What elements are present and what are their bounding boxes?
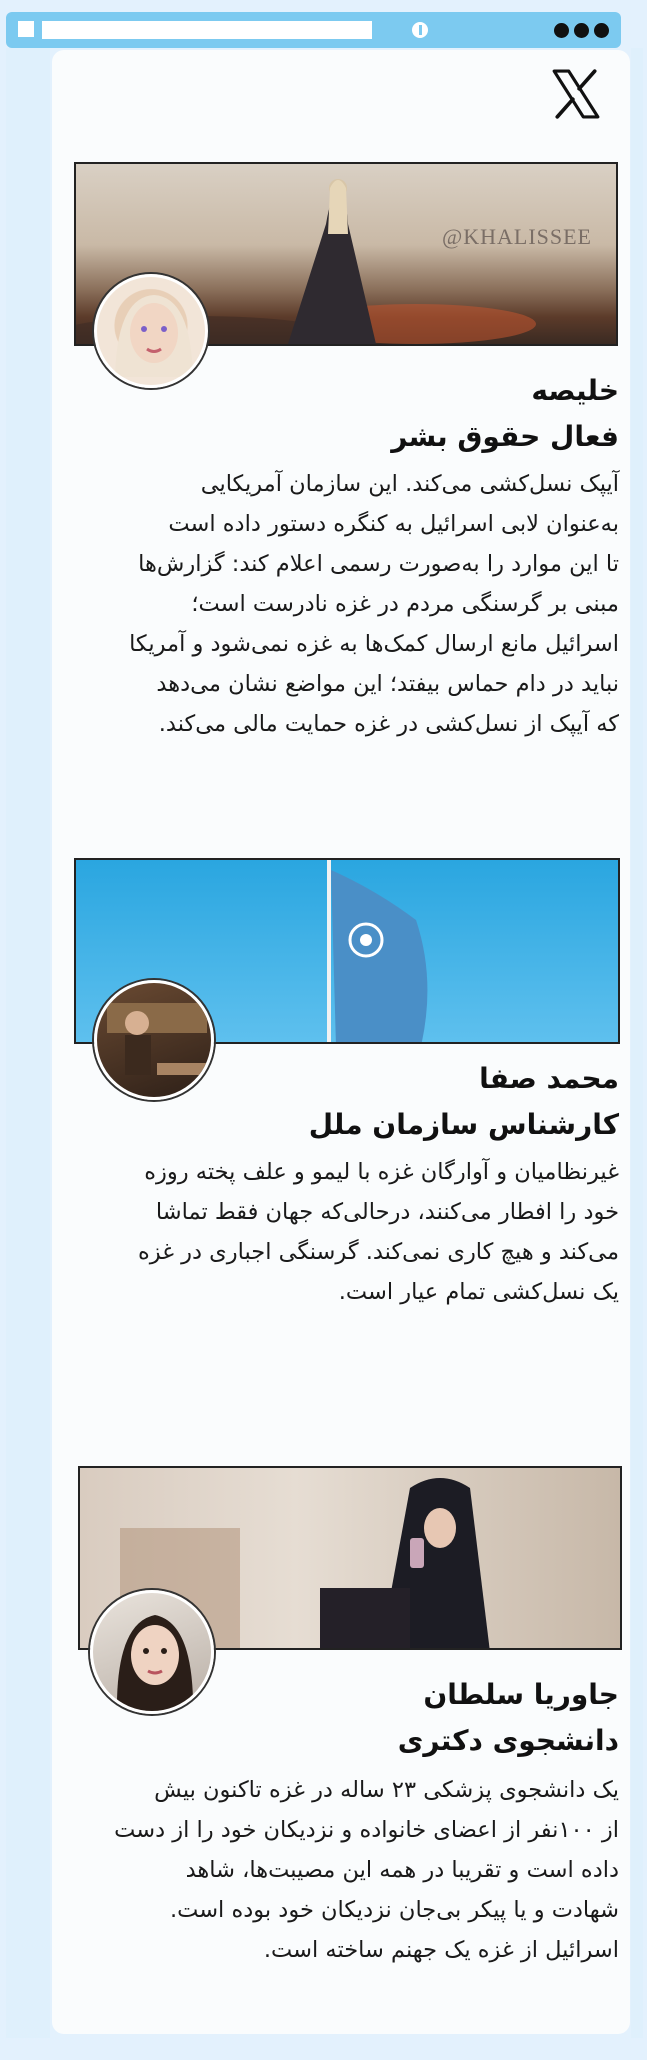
window-controls: [554, 23, 609, 38]
address-bar[interactable]: [42, 21, 372, 39]
author-name[interactable]: خلیصه: [531, 374, 619, 407]
author-role: فعال حقوق بشر: [391, 420, 619, 453]
text-line: یک نسل‌کشی تمام عیار است.: [338, 1279, 619, 1305]
author-role: کارشناس سازمان ملل: [308, 1108, 619, 1141]
window-titlebar: [6, 12, 621, 48]
window-dot-icon[interactable]: [574, 23, 589, 38]
author-name[interactable]: جاوریا سلطان: [423, 1678, 619, 1711]
x-logo-icon[interactable]: [550, 68, 602, 120]
text-line: شهادت و یا پیکر بی‌جان نزدیکان خود بوده است.: [169, 1897, 619, 1923]
author-name[interactable]: محمد صفا: [479, 1062, 619, 1095]
avatar[interactable]: [90, 1590, 214, 1714]
text-line: خود را افطار می‌کنند، درحالی‌که جهان فقط تماشا: [155, 1199, 619, 1225]
text-line: غیرنظامیان و آوارگان غزه با لیمو و علف پخته روزه: [144, 1159, 619, 1185]
post-text: [59, 1152, 619, 1312]
window-dot-icon[interactable]: [554, 23, 569, 38]
text-line: مبنی بر گرسنگی مردم در غزه نادرست است؛: [191, 591, 619, 617]
post-text: [59, 464, 619, 744]
text-line: که آیپک از نسل‌کشی در غزه حمایت مالی می‌کند.: [158, 711, 619, 737]
left-margin: [6, 48, 50, 2038]
text-line: نباید در دام حماس بیفتد؛ این مواضع نشان می‌دهد: [156, 671, 619, 697]
text-line: از ۱۰۰نفر از اعضای خانواده و نزدیکان خود را از دست: [114, 1817, 619, 1843]
avatar[interactable]: [94, 274, 208, 388]
text-line: تا این موارد را به‌صورت رسمی اعلام کند: گزارش‌ها: [138, 551, 619, 577]
post-text: [59, 1770, 619, 1970]
cover-watermark: @KHALISSEE: [441, 224, 592, 249]
text-line: اسرائیل مانع ارسال کمک‌ها به غزه نمی‌شود و آمریکا: [129, 631, 619, 657]
slider-knob-icon[interactable]: [412, 22, 428, 38]
author-role: دانشجوی دکتری: [397, 1724, 619, 1757]
avatar[interactable]: [94, 980, 214, 1100]
right-margin: [631, 48, 643, 2038]
text-line: می‌کند و هیچ کاری نمی‌کند. گرسنگی اجباری در غزه: [138, 1239, 619, 1265]
window-dot-icon[interactable]: [594, 23, 609, 38]
window-square-icon[interactable]: [18, 21, 34, 37]
text-line: آیپک نسل‌کشی می‌کند. این سازمان آمریکایی: [200, 471, 619, 497]
text-line: داده است و تقریبا در همه این مصیبت‌ها، شاهد: [185, 1857, 619, 1883]
text-line: اسرائیل از غزه یک جهنم ساخته است.: [263, 1937, 619, 1963]
text-line: به‌عنوان لابی اسرائیل به کنگره دستور داده است: [168, 511, 619, 537]
text-line: یک دانشجوی پزشکی ۲۳ ساله در غزه تاکنون بیش: [154, 1777, 619, 1803]
